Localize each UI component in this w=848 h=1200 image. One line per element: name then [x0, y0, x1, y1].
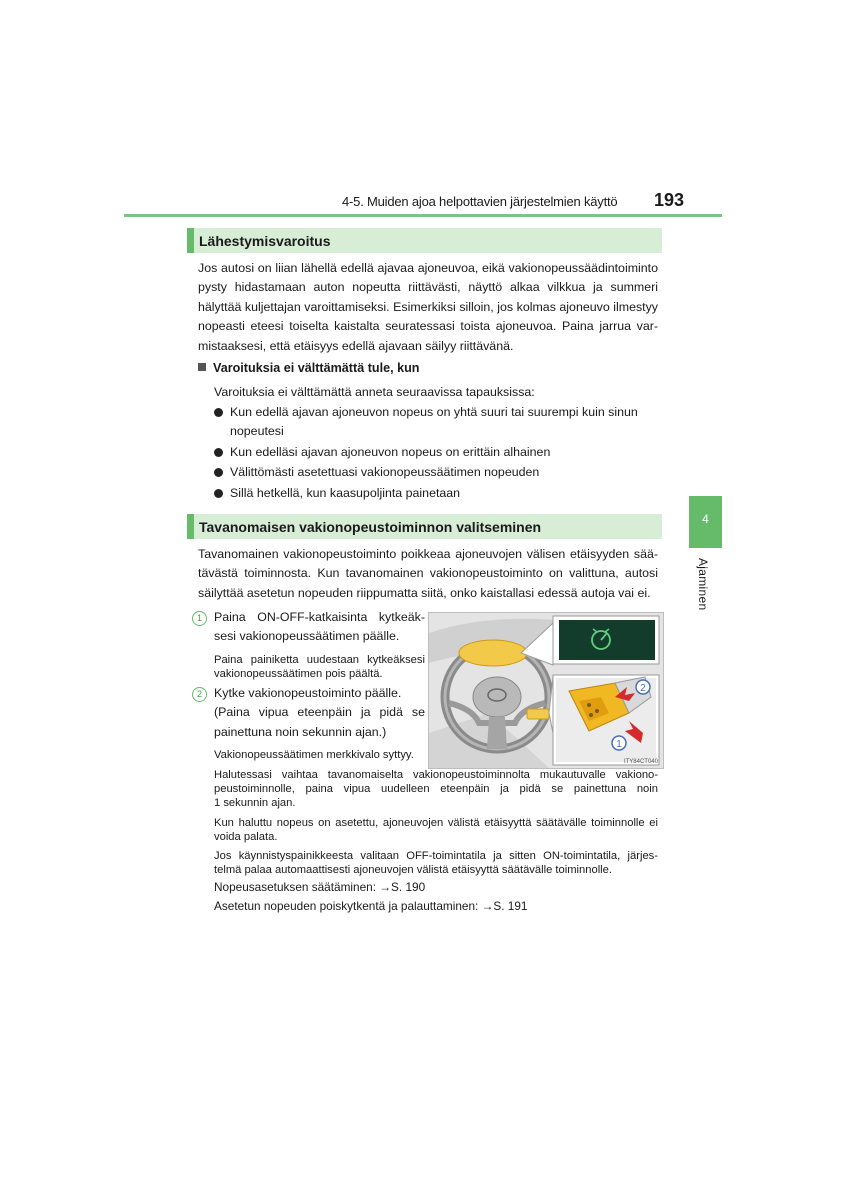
steering-wheel-illustration — [428, 612, 664, 769]
step-2-note: Vakionopeussäätimen merkkivalo syttyy. — [214, 749, 414, 761]
bullet-item: Sillä hetkellä, kun kaasupoljinta painetaan — [230, 486, 461, 500]
chapter-tab — [689, 496, 722, 548]
cruise-control-figure — [429, 613, 663, 768]
section-heading-conventional-cruise — [187, 514, 662, 539]
paragraph-line: Tavanomainen vakionopeustoiminto poikkeaa ajoneuvojen välisen etäisyyden sää- — [198, 547, 658, 561]
note-line: Halutessasi vaihtaa tavanomaiselta vakionopeustoiminnolta mukautuvalle vakiono- — [214, 769, 658, 781]
chapter-tab-label: Ajaminen — [696, 558, 710, 611]
figure-callout: 2 — [640, 683, 646, 694]
bullet-item: Kun edelläsi ajavan ajoneuvon nopeus on erittäin alhainen — [230, 445, 551, 459]
paragraph-line: mistaaksesi, että etäisyys edellä ajavaan säilyy riittävänä. — [198, 338, 514, 353]
note-line: peustoiminnolle, paina vipua uudelleen eteenpäin ja pidä se painettuna noin — [214, 782, 658, 795]
step-number-circle: 1 — [192, 611, 207, 626]
step-1-note — [214, 654, 425, 682]
step-1-instruction — [214, 608, 425, 647]
step-line: Kytke vakionopeustoiminto päälle. — [214, 686, 402, 700]
square-bullet-icon — [198, 363, 206, 371]
paragraph-line: pysty hidastamaan auton nopeutta riittävästi, näyttö alkaa vilkkua ja summeri — [198, 280, 658, 295]
note-line: 1 sekunnin ajan. — [214, 796, 296, 809]
note-speed-adjust-link: Nopeusasetuksen säätäminen: →S. 190 — [214, 880, 426, 894]
section-heading-text: Tavanomaisen vakionopeustoiminnon valitseminen — [199, 519, 542, 535]
note-line: vakionopeussäätimen pois päältä. — [214, 667, 383, 680]
round-bullet-icon — [214, 489, 223, 498]
page-number: 193 — [654, 190, 685, 210]
subheading-no-warnings — [198, 361, 419, 375]
note-cannot-return — [214, 817, 658, 845]
bullet-item: Välittömästi asetettuasi vakionopeussäätimen nopeuden — [230, 465, 540, 479]
section-heading-approach-warning — [187, 228, 662, 253]
note-line: Jos käynnistyspainikkeesta valitaan OFF-toimintatila ja sitten ON-toimintatila, järjes- — [214, 850, 658, 862]
bullet-line: nopeutesi — [230, 424, 284, 439]
note-line: voida palata. — [214, 830, 278, 843]
figure-callout: 1 — [616, 739, 622, 750]
paragraph-line: hälyttää kuljettajan varoittamiseksi. Esimerkiksi silloin, jos kolmas ajoneuvo ilmestyy — [198, 299, 658, 314]
running-header-title: 4-5. Muiden ajoa helpottavien järjestelmien käyttö — [342, 194, 618, 209]
paragraph-line: Jos autosi on liian lähellä edellä ajavaa ajoneuvoa, eikä vakionopeussäädintoiminto — [198, 261, 658, 275]
figure-code: ITY84CT040 — [623, 759, 658, 765]
round-bullet-icon — [214, 468, 223, 477]
note-line: Kun haluttu nopeus on asetettu, ajoneuvojen välistä etäisyyttä säätävälle toiminnolle ei — [214, 817, 658, 829]
note-cancel-resume-link: Asetetun nopeuden poiskytkentä ja palauttaminen: →S. 191 — [214, 899, 528, 913]
header-rule — [124, 214, 722, 217]
subheading-text: Varoituksia ei välttämättä tule, kun — [213, 361, 420, 375]
paragraph-line: nopeasti eteesi toiselta kaistalta seuratessasi toista ajoneuvoa. Paina jarrua var- — [198, 319, 658, 334]
step-line: painettuna noin sekunnin ajan.) — [214, 724, 387, 739]
note-switch-to-adaptive — [214, 769, 658, 810]
section-heading-text: Lähestymisvaroitus — [199, 233, 331, 249]
paragraph-line: säilyttää asetetun nopeuden riippumatta siitä, onko kaistallasi edessä autoja vai ei. — [198, 585, 651, 600]
round-bullet-icon — [214, 408, 223, 417]
step-line: sesi vakionopeussäätimen päälle. — [214, 629, 400, 644]
section2-paragraph — [198, 545, 658, 603]
bullet-item — [230, 403, 660, 442]
section1-paragraph — [198, 259, 658, 356]
step-line: (Paina vipua eteenpäin ja pidä se — [214, 705, 425, 720]
subheading-intro: Varoituksia ei välttämättä anneta seuraavissa tapauksissa: — [214, 385, 535, 399]
note-line: Paina painiketta uudestaan kytkeäksesi — [214, 654, 425, 666]
note-power-cycle — [214, 850, 658, 878]
bullet-line: Kun edellä ajavan ajoneuvon nopeus on yhtä suuri tai suurempi kuin sinun — [230, 405, 638, 419]
step-2-instruction — [214, 684, 425, 742]
step-number-circle: 2 — [192, 687, 207, 702]
paragraph-line: tävästä toiminnosta. Kun tavanomainen vakionopeustoiminto on valittuna, autosi — [198, 566, 658, 581]
step-line: Paina ON-OFF-katkaisinta kytkeäk- — [214, 610, 425, 624]
chapter-tab-number: 4 — [702, 512, 709, 526]
note-line: telmä palaa automaattisesti ajoneuvojen välistä etäisyyttä säätävälle toiminnolle. — [214, 863, 613, 876]
round-bullet-icon — [214, 448, 223, 457]
